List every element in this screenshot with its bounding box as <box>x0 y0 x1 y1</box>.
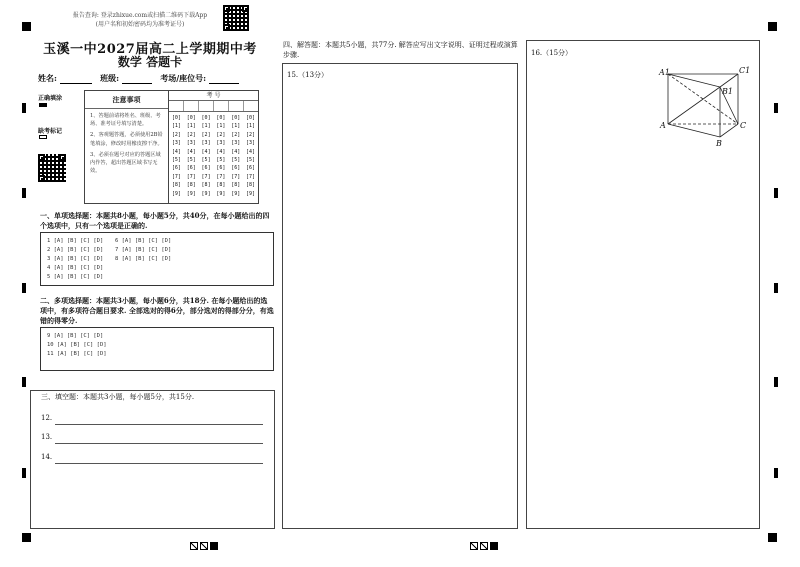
edge <box>668 124 720 137</box>
digit-bubble[interactable]: [4] <box>216 148 226 155</box>
digit-bubble[interactable]: [1] <box>201 123 211 130</box>
digit-bubble[interactable]: [6] <box>216 165 226 172</box>
digit-bubble[interactable]: [9] <box>186 190 196 197</box>
option-row[interactable]: 6 [A] [B] [C] [D] <box>115 238 172 244</box>
digit-bubble[interactable]: [0] <box>246 115 256 121</box>
prism-figure <box>650 62 760 152</box>
note-item: 1、答题前请将姓名、班级、考场、准考证号填写清楚。 <box>90 113 161 128</box>
digit-bubble[interactable]: [4] <box>201 148 211 155</box>
digit-bubble[interactable]: [3] <box>201 140 211 147</box>
digit-bubble[interactable]: [0] <box>216 115 226 121</box>
page-title: 玉溪一中2027届高二上学期期中考 <box>43 42 257 57</box>
digit-bubble[interactable]: [4] <box>246 148 256 155</box>
section3-box <box>30 390 275 529</box>
digit-column[interactable] <box>184 114 199 198</box>
name-label: 姓名: <box>38 73 57 83</box>
digit-column[interactable] <box>228 114 243 198</box>
timing-mark <box>22 103 26 113</box>
page-subtitle: 数学 答题卡 <box>117 55 183 69</box>
section2-heading: 二、多项选择题：本题共3小题，每小题6分，共18分. 在每小题给出的选项中，有多项符合题目要求. 全部选对的得6分，部分选对的得部分分，有选错的得零分. <box>40 296 274 325</box>
digit-bubble[interactable]: [2] <box>231 131 241 138</box>
digit-column[interactable] <box>243 114 258 198</box>
timing-mark <box>774 103 778 113</box>
section4-heading: 四、解答题：本题共5小题，共77分. 解答应写出文字说明、证明过程或演算步骤. <box>283 41 518 59</box>
student-qr-code <box>38 154 66 182</box>
digit-bubble[interactable]: [5] <box>171 156 181 163</box>
digit-bubble[interactable]: [3] <box>216 140 226 147</box>
digit-bubble[interactable]: [7] <box>201 173 211 180</box>
digit-bubble[interactable]: [8] <box>216 182 226 189</box>
digit-bubble[interactable]: [0] <box>186 115 196 121</box>
digit-bubble[interactable]: [2] <box>201 131 211 138</box>
digit-bubble[interactable]: [6] <box>231 165 241 172</box>
timing-mark <box>22 188 26 198</box>
timing-mark <box>22 468 26 478</box>
option-row[interactable]: 1 [A] [B] [C] [D] <box>47 238 104 244</box>
room-label: 考场/座位号: <box>160 73 207 83</box>
digit-bubble[interactable]: [0] <box>231 115 241 121</box>
edge <box>720 124 738 137</box>
digit-bubble[interactable]: [7] <box>216 173 226 180</box>
digit-bubble[interactable]: [7] <box>171 173 181 180</box>
digit-bubble[interactable]: [6] <box>186 165 196 172</box>
option-row[interactable]: 4 [A] [B] [C] [D] <box>47 265 104 271</box>
digit-bubble[interactable]: [8] <box>201 182 211 189</box>
section1-answer-box <box>40 232 274 286</box>
section2-answer-box <box>40 327 274 371</box>
edge <box>668 74 720 87</box>
page-mark-x <box>480 542 488 550</box>
digit-bubble[interactable]: [2] <box>246 131 256 138</box>
digit-bubble[interactable]: [4] <box>231 148 241 155</box>
corner-mark <box>768 22 777 31</box>
question-15-label: 15.（13分） <box>287 71 329 79</box>
digit-bubble[interactable]: [8] <box>171 182 181 189</box>
label-a1: A1 <box>659 68 670 77</box>
digit-bubble[interactable]: [7] <box>231 173 241 180</box>
page-mark-x <box>470 542 478 550</box>
digit-bubble[interactable]: [9] <box>171 190 181 197</box>
correct-fill-sample <box>39 103 47 107</box>
notes-box <box>84 90 169 204</box>
answer-box-15[interactable] <box>282 63 518 529</box>
digit-bubble[interactable]: [1] <box>231 123 241 130</box>
digit-bubble[interactable]: [7] <box>186 173 196 180</box>
section1-left-column[interactable] <box>47 237 103 282</box>
digit-bubble[interactable]: [6] <box>246 165 256 172</box>
option-row[interactable]: 5 [A] [B] [C] [D] <box>47 274 104 280</box>
page-mark-solid <box>490 542 498 550</box>
option-row[interactable]: 10 [A] [B] [C] [D] <box>47 342 107 348</box>
page-mark-x <box>190 542 198 550</box>
digit-column[interactable] <box>169 114 184 198</box>
option-row[interactable]: 8 [A] [B] [C] [D] <box>115 256 172 262</box>
digit-bubble[interactable]: [4] <box>171 148 181 155</box>
digit-bubble[interactable]: [5] <box>231 156 241 163</box>
digit-bubble[interactable]: [4] <box>186 148 196 155</box>
blank-13-line[interactable] <box>55 443 263 444</box>
digit-columns[interactable] <box>169 112 258 198</box>
option-row[interactable]: 7 [A] [B] [C] [D] <box>115 247 172 253</box>
notes-title: 注意事项 <box>112 95 141 104</box>
digit-bubble[interactable]: [8] <box>186 182 196 189</box>
digit-bubble[interactable]: [3] <box>186 140 196 147</box>
digit-bubble[interactable]: [7] <box>246 173 256 180</box>
corner-mark <box>768 533 777 542</box>
note-item: 3、必须在题号对应的答题区域内作答，超出答题区域书写无效。 <box>90 151 161 175</box>
timing-mark <box>774 283 778 293</box>
digit-column[interactable] <box>213 114 228 198</box>
section1-heading: 一、单项选择题：本题共8小题，每小题5分，共40分，在每小题给出的四个选项中，只有一个选项是正确的. <box>40 211 270 230</box>
digit-bubble[interactable]: [0] <box>201 115 211 121</box>
page-marks <box>190 535 218 554</box>
blank-13-label: 13. <box>41 433 53 441</box>
digit-bubble[interactable]: [8] <box>246 182 256 189</box>
section3-heading: 三、填空题：本题共3小题，每小题5分，共15分. <box>41 393 195 401</box>
label-a: A <box>660 121 666 130</box>
digit-bubble[interactable]: [3] <box>231 140 241 147</box>
digit-bubble[interactable]: [8] <box>231 182 241 189</box>
exam-number-grid[interactable] <box>168 90 259 204</box>
blank-12-label: 12. <box>41 414 53 422</box>
digit-bubble[interactable]: [9] <box>231 190 241 197</box>
timing-mark <box>774 468 778 478</box>
digit-bubble[interactable]: [5] <box>246 156 256 163</box>
digit-bubble[interactable]: [1] <box>246 123 256 130</box>
digit-bubble[interactable]: [5] <box>201 156 211 163</box>
blank-14-label: 14. <box>41 453 53 461</box>
digit-bubble[interactable]: [9] <box>216 190 226 197</box>
option-row[interactable]: 3 [A] [B] [C] [D] <box>47 256 104 262</box>
digit-bubble[interactable]: [0] <box>171 115 181 121</box>
corner-mark <box>22 533 31 542</box>
report-notice: 报告查询: 登录zhixue.com或扫描二维码下载App (用户名和初始密码均为准考证号) <box>72 12 208 28</box>
page-mark-x <box>200 542 208 550</box>
digit-bubble[interactable]: [5] <box>186 156 196 163</box>
digit-bubble[interactable]: [3] <box>171 140 181 147</box>
digit-column[interactable] <box>199 114 214 198</box>
digit-bubble[interactable]: [2] <box>186 131 196 138</box>
digit-bubble[interactable]: [3] <box>246 140 256 147</box>
timing-mark <box>774 377 778 387</box>
digit-bubble[interactable]: [6] <box>201 165 211 172</box>
blank-12-line[interactable] <box>55 424 263 425</box>
correct-fill-label: 正确填涂 <box>38 95 63 102</box>
page-mark-solid <box>210 542 218 550</box>
corner-mark <box>22 22 31 31</box>
absent-checkbox[interactable] <box>39 135 47 139</box>
student-info <box>38 73 239 84</box>
option-row[interactable]: 2 [A] [B] [C] [D] <box>47 247 104 253</box>
qr-code <box>223 5 249 31</box>
question-16-label: 16.（15分） <box>531 49 573 57</box>
digit-bubble[interactable]: [6] <box>171 165 181 172</box>
option-row[interactable]: 11 [A] [B] [C] [D] <box>47 351 107 357</box>
digit-bubble[interactable]: [1] <box>186 123 196 130</box>
timing-mark <box>22 377 26 387</box>
class-label: 班级: <box>100 73 120 83</box>
digit-bubble[interactable]: [9] <box>201 190 211 197</box>
digit-bubble[interactable]: [2] <box>216 131 226 138</box>
digit-bubble[interactable]: [1] <box>216 123 226 130</box>
class-field[interactable] <box>122 75 152 84</box>
blank-14-line[interactable] <box>55 463 263 464</box>
room-field[interactable] <box>209 75 239 84</box>
edge <box>720 74 738 87</box>
option-row[interactable]: 9 [A] [B] [C] [D] <box>47 333 104 339</box>
digit-bubble[interactable]: [2] <box>171 131 181 138</box>
label-b1: B1 <box>722 87 733 96</box>
exam-number-label: 考 号 <box>169 91 258 101</box>
digit-bubble[interactable]: [9] <box>246 190 256 197</box>
label-c1: C1 <box>739 66 751 75</box>
timing-mark <box>22 283 26 293</box>
page-marks <box>470 535 498 554</box>
label-b: B <box>716 139 722 148</box>
section2-options[interactable] <box>47 332 107 359</box>
note-item: 2、客观题答题，必须使用2B铅笔填涂，修改时用橡皮擦干净。 <box>90 132 163 147</box>
digit-bubble[interactable]: [1] <box>171 123 181 130</box>
digit-bubble[interactable]: [5] <box>216 156 226 163</box>
timing-mark <box>774 188 778 198</box>
absent-label: 缺考标记 <box>38 128 63 135</box>
section1-right-column[interactable] <box>115 237 171 264</box>
label-c: C <box>740 121 747 130</box>
name-field[interactable] <box>60 75 92 84</box>
